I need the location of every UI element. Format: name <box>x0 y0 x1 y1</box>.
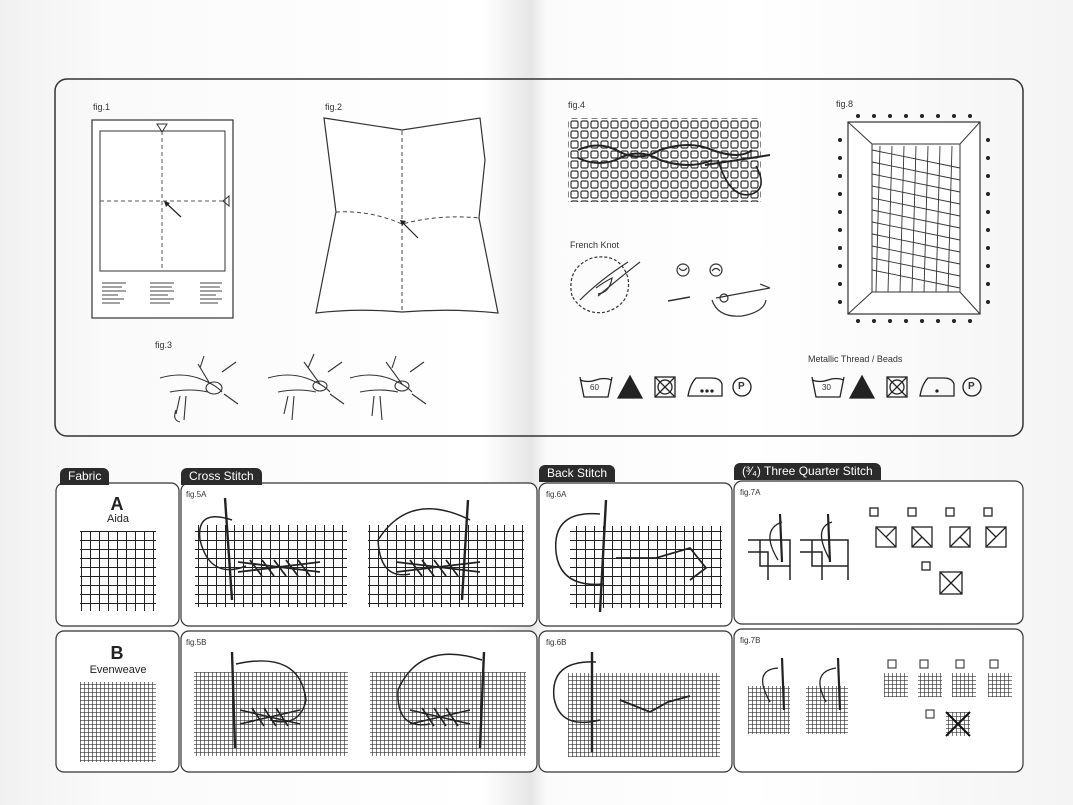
fig1-chart-diagram <box>92 120 233 318</box>
fig2-fabric-fold-diagram <box>316 118 498 313</box>
iron-icon <box>920 378 954 396</box>
wash-temp-right: 30 <box>822 383 831 392</box>
fig8-frame-diagram <box>838 114 990 323</box>
no-tumble-dry-icon <box>655 377 675 397</box>
wash-temp-left: 60 <box>590 383 599 392</box>
fig5a-label: fig.5A <box>186 490 207 499</box>
fig3-label: fig.3 <box>155 340 173 350</box>
fig8-label: fig.8 <box>836 99 854 109</box>
dry-clean-letter-right: P <box>968 381 975 392</box>
iron-icon <box>688 378 722 396</box>
fabric-b-letter: B <box>110 643 124 663</box>
fig7b-label: fig.7B <box>740 636 761 645</box>
french-knot-label: French Knot <box>570 240 620 250</box>
evenweave-swatch <box>80 682 156 762</box>
fabric-tab: Fabric <box>60 468 109 485</box>
three-quarter-stitch-tab: (³⁄₄) Three Quarter Stitch <box>734 463 881 480</box>
care-symbols-left <box>580 376 751 398</box>
french-knot-diagram <box>571 257 770 316</box>
bleach-triangle-icon <box>850 376 874 398</box>
no-tumble-dry-icon <box>887 377 907 397</box>
care-symbols-right <box>812 376 981 398</box>
back-stitch-tab: Back Stitch <box>539 465 615 482</box>
fig4-stitch-diagram <box>568 118 770 202</box>
fig6a-label: fig.6A <box>546 490 567 499</box>
fig7a-label: fig.7A <box>740 488 761 497</box>
fig4-label: fig.4 <box>568 100 586 110</box>
fabric-b-name: Evenweave <box>89 664 147 676</box>
fig3-starting-thread-diagram <box>160 354 426 422</box>
fig2-label: fig.2 <box>325 102 343 112</box>
fig5b-label: fig.5B <box>186 638 207 647</box>
metallic-thread-label: Metallic Thread / Beads <box>808 354 903 364</box>
aida-swatch <box>80 531 156 611</box>
bleach-triangle-icon <box>618 376 642 398</box>
cross-stitch-tab: Cross Stitch <box>181 468 262 485</box>
dry-clean-letter-left: P <box>738 381 745 392</box>
fig6b-label: fig.6B <box>546 638 567 647</box>
fabric-a-name: Aida <box>106 513 130 525</box>
three-quarter-a-box <box>734 481 1023 624</box>
fabric-a-letter: A <box>110 494 124 514</box>
fig1-label: fig.1 <box>93 102 111 112</box>
